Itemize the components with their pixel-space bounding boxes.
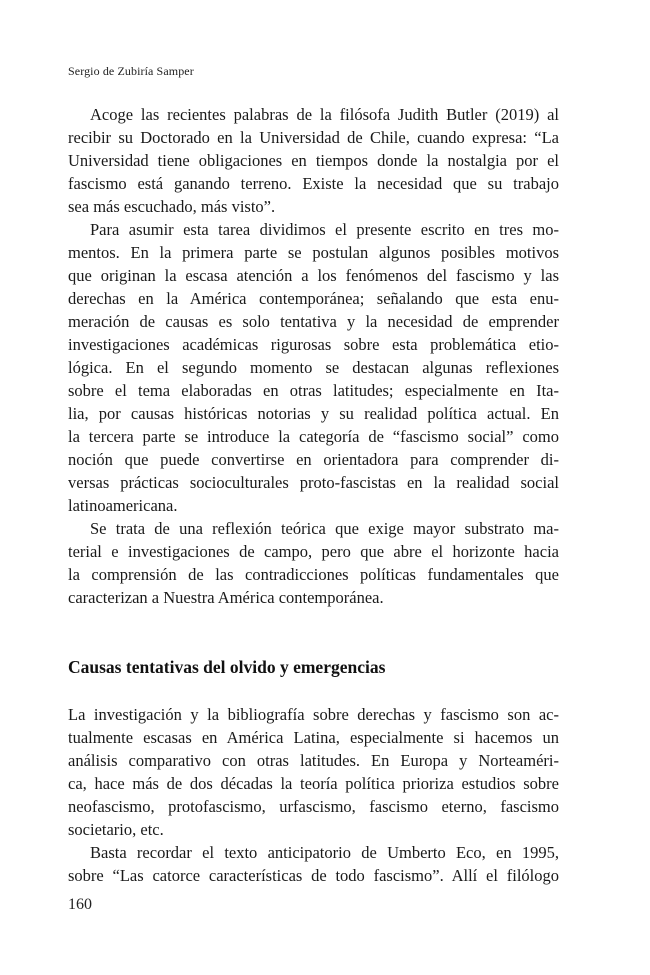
text-line: neofascismo, protofascismo, urfascismo, fascismo eterno, fascismo	[68, 797, 559, 816]
text-line: Se trata de una reflexión teórica que exige mayor substrato ma-	[90, 519, 559, 538]
paragraph	[68, 841, 559, 887]
text-line: la tercera parte se introduce la categoría de “fascismo social” como	[68, 427, 559, 446]
text-line: latinoamericana.	[68, 496, 178, 515]
page-number: 160	[68, 896, 92, 913]
section-heading: Causas tentativas del olvido y emergencias	[68, 657, 386, 677]
text-line: sea más escuchado, más visto”.	[68, 197, 276, 216]
text-line: Acoge las recientes palabras de la filósofa Judith Butler (2019) al	[90, 105, 559, 124]
paragraph	[68, 517, 559, 609]
text-line: versas prácticas socioculturales proto-fascistas en la realidad social	[68, 473, 559, 492]
text-line: fascismo está ganando terreno. Existe la necesidad que su trabajo	[68, 174, 559, 193]
text-line: noción que puede convertirse en orientadora para comprender di-	[68, 450, 559, 469]
text-line: que originan la escasa atención a los fenómenos del fascismo y las	[68, 266, 559, 285]
body-text-bottom	[68, 703, 559, 887]
paragraph	[68, 218, 559, 517]
text-line: Para asumir esta tarea dividimos el presente escrito en tres mo-	[90, 220, 559, 239]
text-line: ca, hace más de dos décadas la teoría política prioriza estudios sobre	[68, 774, 559, 793]
text-line: la comprensión de las contradicciones políticas fundamentales que	[68, 565, 559, 584]
text-line: sobre el tema elaboradas en otras latitudes; especialmente en Ita-	[68, 381, 559, 400]
text-line: sobre “Las catorce características de todo fascismo”. Allí el filólogo	[68, 866, 559, 885]
text-line: La investigación y la bibliografía sobre derechas y fascismo son ac-	[68, 705, 559, 724]
text-line: Basta recordar el texto anticipatorio de Umberto Eco, en 1995,	[90, 843, 559, 862]
paragraph	[68, 703, 559, 841]
text-line: caracterizan a Nuestra América contemporánea.	[68, 588, 384, 607]
text-line: terial e investigaciones de campo, pero que abre el horizonte hacia	[68, 542, 559, 561]
running-head: Sergio de Zubiría Samper	[68, 64, 194, 78]
text-line: Universidad tiene obligaciones en tiempos donde la nostalgia por el	[68, 151, 559, 170]
text-line: investigaciones académicas rigurosas sobre esta problemática etio-	[68, 335, 559, 354]
text-line: recibir su Doctorado en la Universidad de Chile, cuando expresa: “La	[68, 128, 559, 147]
text-line: lógica. En el segundo momento se destacan algunas reflexiones	[68, 358, 559, 377]
paragraph	[68, 103, 559, 218]
text-line: societario, etc.	[68, 820, 164, 839]
text-line: análisis comparativo con otras latitudes. En Europa y Norteaméri-	[68, 751, 559, 770]
text-line: tualmente escasas en América Latina, especialmente si hacemos un	[68, 728, 559, 747]
body-text-top	[68, 103, 559, 609]
text-line: meración de causas es solo tentativa y la necesidad de emprender	[68, 312, 559, 331]
text-line: lia, por causas históricas notorias y su realidad política actual. En	[68, 404, 559, 423]
text-line: mentos. En la primera parte se postulan algunos posibles motivos	[68, 243, 559, 262]
text-line: derechas en la América contemporánea; señalando que esta enu-	[68, 289, 559, 308]
